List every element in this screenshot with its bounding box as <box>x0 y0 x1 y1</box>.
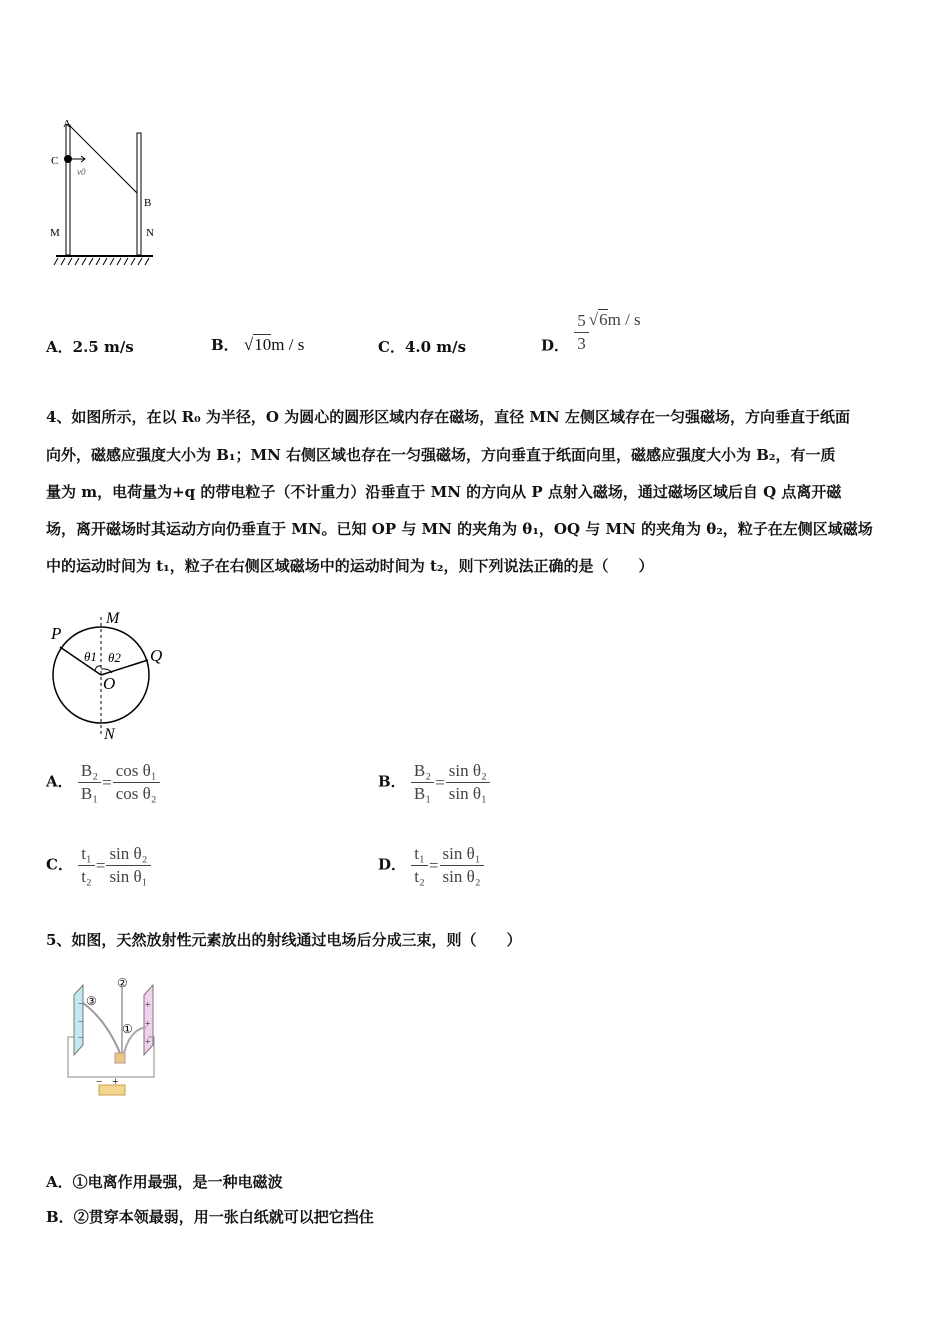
text: B． <box>211 336 239 354</box>
q3-pole-diagram <box>46 115 161 275</box>
text: D． <box>378 855 407 874</box>
label-n: N <box>146 227 154 239</box>
text: 5 <box>574 310 589 333</box>
q4-text-line: 中的运动时间为 t₁，粒子在右侧区域磁场中的运动时间为 t₂，则下列说法正确的是（ ） <box>46 557 654 575</box>
text: cos θ₁ <box>113 760 160 783</box>
q4-text-line: 向外，磁感应强度大小为 B₁；MN 右侧区域也存在一匀强磁场，方向垂直于纸面向里，磁感应强度大小为 B₂，有一质 <box>46 446 836 464</box>
label-ray-1: ① <box>122 1022 133 1036</box>
ball <box>64 155 72 163</box>
text: + <box>145 1000 151 1011</box>
text: 6 <box>599 310 608 329</box>
q4-text-line: 场，离开磁场时其运动方向仍垂直于 MN。已知 OP 与 MN 的夹角为 θ₁，OQ 与 MN 的夹角为 θ₂，粒子在左侧区域磁场 <box>46 520 873 538</box>
label-q: Q <box>150 646 163 665</box>
label-c: C <box>51 155 59 167</box>
text: + <box>145 1037 151 1048</box>
q3-option-d[interactable]: D． $\frac{5}{3}$ √6m / s <box>541 310 641 355</box>
label-m: M <box>106 610 120 627</box>
text: B₁ <box>80 784 99 803</box>
text: D． <box>541 336 570 355</box>
text: − <box>96 1076 103 1088</box>
text: = <box>102 772 112 792</box>
text: − <box>78 999 84 1010</box>
q4-text-line: 4、如图所示，在以 R₀ 为半径，O 为圆心的圆形区域内存在磁场，直径 MN 左侧区域存在一匀强磁场，方向垂直于纸面 <box>46 408 850 426</box>
text: sin θ₂ <box>106 843 150 866</box>
text: = <box>428 855 439 875</box>
label-p: P <box>51 624 62 643</box>
text: m / s <box>271 335 305 354</box>
q3-option-c[interactable] <box>378 336 466 357</box>
q4-option-b[interactable] <box>378 760 490 805</box>
label-a: A <box>63 118 71 130</box>
text: sin θ₁ <box>440 843 484 866</box>
text: + <box>145 1019 151 1030</box>
text: B． <box>378 772 406 791</box>
text: + <box>112 1074 119 1088</box>
text: A． <box>46 338 73 356</box>
text: B₁ <box>413 784 432 803</box>
text: sin θ₁ <box>448 784 487 803</box>
text: t₂ <box>81 867 92 886</box>
pole-m <box>66 125 70 255</box>
text: 10 <box>254 335 272 354</box>
q4-option-a[interactable] <box>46 760 160 805</box>
text: B₂ <box>411 760 434 783</box>
text: sin θ₂ <box>446 760 490 783</box>
text: 3 <box>577 334 586 353</box>
source <box>115 1053 125 1063</box>
label-theta1: θ1 <box>84 649 97 664</box>
text: B₂ <box>78 760 101 783</box>
label-b: B <box>144 197 152 209</box>
text: t₁ <box>78 843 95 866</box>
q4-option-d[interactable] <box>378 843 484 888</box>
q5-option-a[interactable] <box>46 1171 283 1192</box>
text: A． <box>46 1173 73 1191</box>
text: − <box>78 1033 84 1044</box>
text: m / s <box>607 310 641 329</box>
q3-option-a[interactable] <box>46 336 134 357</box>
pole-n <box>137 133 141 255</box>
text: C． <box>378 338 405 356</box>
text: ②贯穿本领最弱，用一张白纸就可以把它挡住 <box>73 1208 374 1226</box>
text: ①电离作用最强，是一种电磁波 <box>72 1173 283 1191</box>
label-ray-2: ② <box>117 976 128 990</box>
text: C． <box>46 855 73 874</box>
label-v0: v0 <box>77 167 86 177</box>
ray-3 <box>83 1003 120 1053</box>
q4-text-line: 量为 m，电荷量为+q 的带电粒子（不计重力）沿垂直于 MN 的方向从 P 点射入磁场，通过磁场区域后自 Q 点离开磁 <box>46 483 842 501</box>
label-ray-3: ③ <box>86 994 97 1008</box>
label-o: O <box>103 674 116 693</box>
text: 2.5 m/s <box>72 338 134 356</box>
q4-option-c[interactable] <box>46 843 151 888</box>
text: cos θ₂ <box>115 784 157 803</box>
label-n: N <box>104 726 115 743</box>
label-m: M <box>50 227 60 239</box>
q4-circle-diagram <box>46 605 176 745</box>
text: t₁ <box>411 843 428 866</box>
text: − <box>78 1017 84 1028</box>
text: sin θ₂ <box>442 867 481 886</box>
text: = <box>435 772 445 792</box>
q5-radiation-diagram <box>66 975 161 1115</box>
label-theta2: θ2 <box>108 650 121 665</box>
q5-option-b[interactable] <box>46 1206 374 1227</box>
q3-option-b[interactable]: B． √10m / s <box>211 335 305 354</box>
text: B． <box>46 1208 74 1226</box>
text: 4.0 m/s <box>404 338 467 356</box>
text: t₂ <box>414 867 425 886</box>
text: A． <box>46 772 73 791</box>
text: sin θ₁ <box>109 867 148 886</box>
text: = <box>95 855 106 875</box>
q5-question: 5、如图，天然放射性元素放出的射线通过电场后分成三束，则（ ） <box>46 931 522 949</box>
